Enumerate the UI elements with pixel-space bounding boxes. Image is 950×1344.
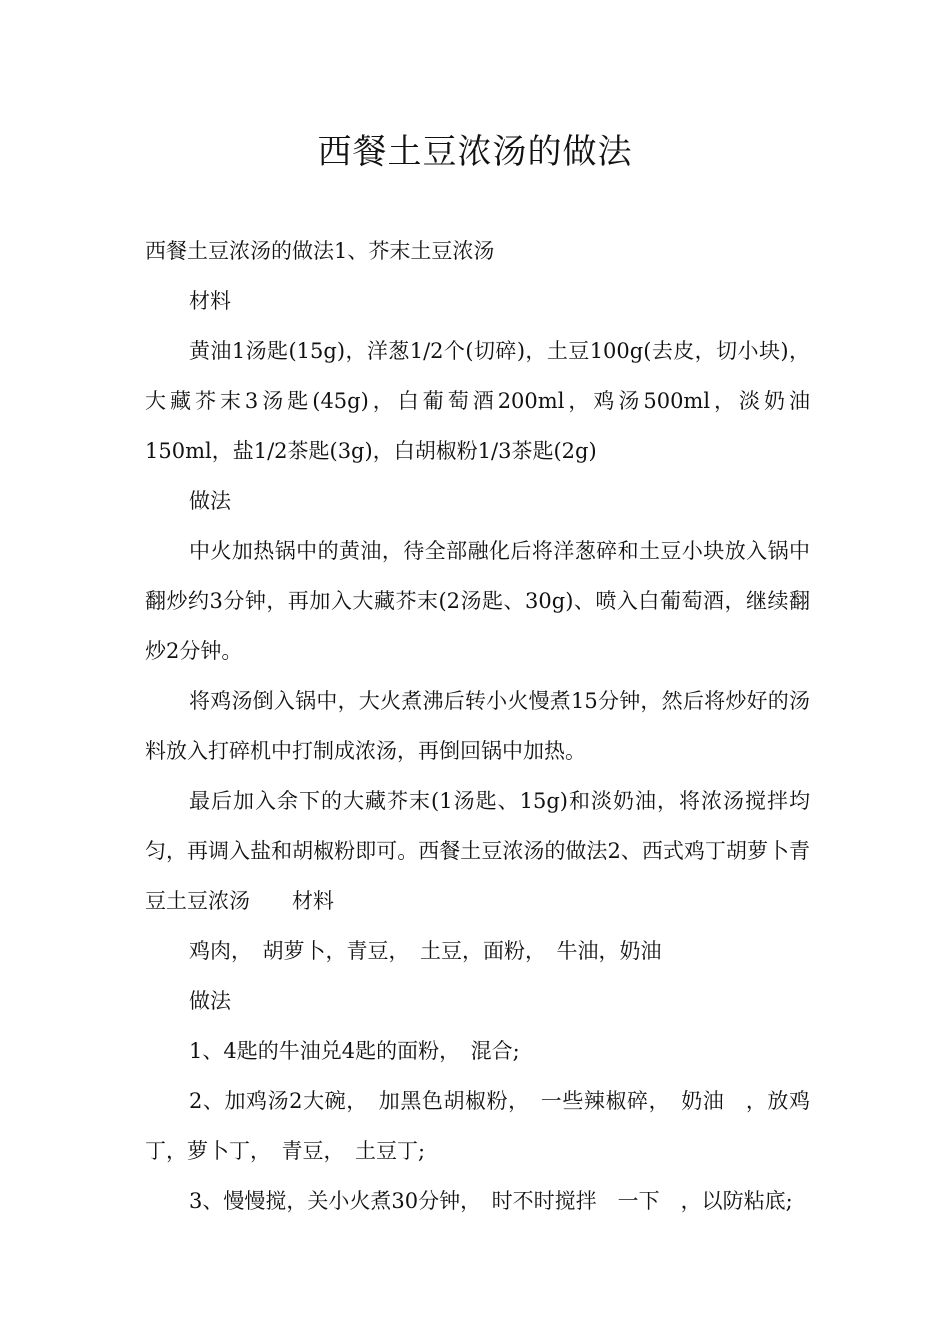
ingredients-paragraph: 黄油1汤匙(15g)，洋葱1/2个(切碎)，土豆100g(去皮，切小块)，大藏芥末3汤匙(45g)，白葡萄酒200ml，鸡汤500ml，淡奶油150ml，盐1/2茶匙(3g)，白胡椒粉1/3茶匙(2g)	[145, 339, 810, 463]
method-step-paragraph: 1、4匙的牛油兑4匙的面粉， 混合;	[189, 1039, 520, 1063]
ingredients-label: 材料	[189, 289, 231, 313]
method-step-paragraph: 3、慢慢搅，关小火煮30分钟， 时不时搅拌 一下 ，以防粘底;	[189, 1189, 793, 1213]
method-step-paragraph: 2、加鸡汤2大碗， 加黑色胡椒粉， 一些辣椒碎， 奶油 ，放鸡丁，萝卜丁， 青豆， 土豆丁;	[145, 1089, 810, 1163]
section-heading: 西餐土豆浓汤的做法1、芥末土豆浓汤	[145, 239, 495, 263]
method-label: 做法	[189, 489, 231, 513]
method-step-paragraph: 将鸡汤倒入锅中，大火煮沸后转小火慢煮15分钟，然后将炒好的汤料放入打碎机中打制成浓汤，再倒回锅中加热。	[145, 689, 810, 763]
document-title: 西餐土豆浓汤的做法	[317, 132, 633, 172]
ingredients-paragraph: 鸡肉， 胡萝卜，青豆， 土豆，面粉， 牛油，奶油	[189, 939, 662, 963]
method-step-paragraph: 最后加入余下的大藏芥末(1汤匙、15g)和淡奶油，将浓汤搅拌均匀，再调入盐和胡椒粉即可。西餐土豆浓汤的做法2、西式鸡丁胡萝卜青豆土豆浓汤 材料	[145, 789, 810, 913]
document-body	[145, 226, 810, 1226]
method-step-paragraph: 中火加热锅中的黄油，待全部融化后将洋葱碎和土豆小块放入锅中翻炒约3分钟，再加入大藏芥末(2汤匙、30g)、喷入白葡萄酒，继续翻炒2分钟。	[145, 539, 810, 663]
method-label: 做法	[189, 989, 231, 1013]
